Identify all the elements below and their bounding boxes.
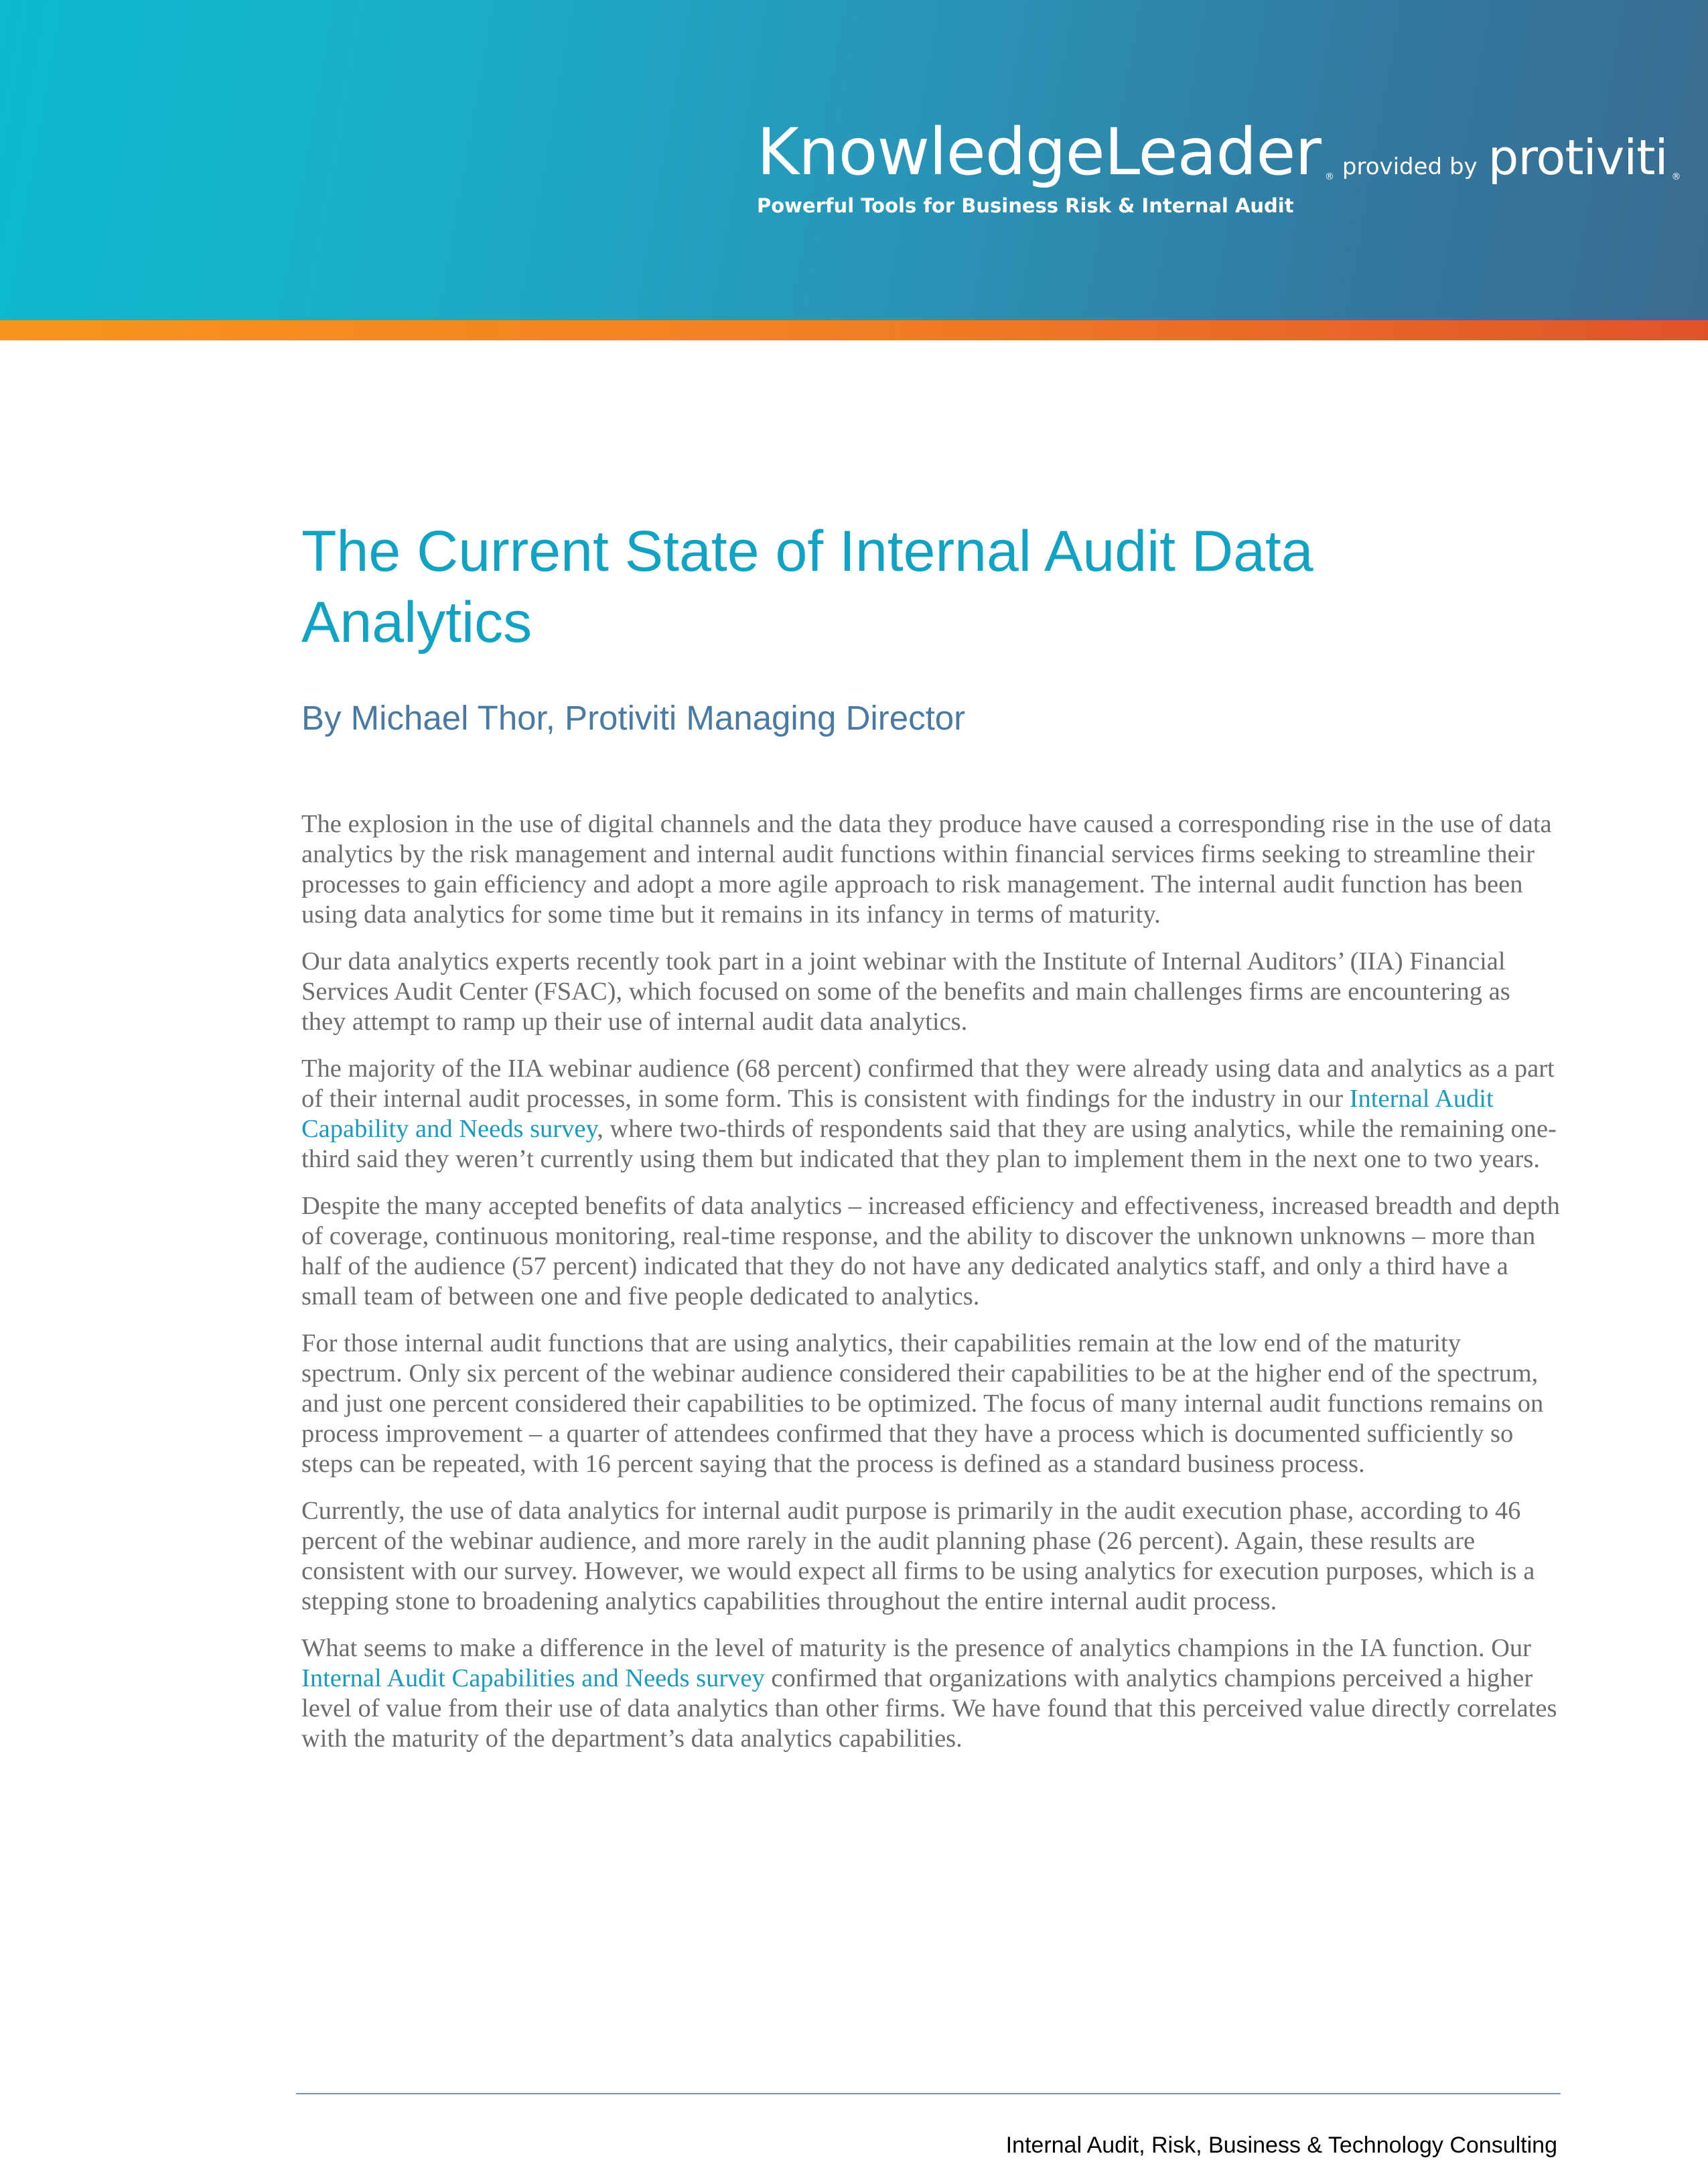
footer-tagline: Internal Audit, Risk, Business & Technology Consulting: [1005, 2132, 1557, 2158]
paragraph-text: What seems to make a difference in the level of maturity is the presence of analytics champions in the IA function. Our: [301, 1634, 1531, 1662]
paragraph: [301, 1054, 1561, 1174]
paragraph: The explosion in the use of digital channels and the data they produce have caused a corresponding rise in the use of data analytics by the risk management and internal audit functions within financial services firms seeking to streamline their processes to gain efficiency and adopt a more agile approach to risk management. The internal audit function has been using data analytics for some time but it remains in its infancy in terms of maturity.: [301, 810, 1552, 929]
partner-name: protiviti: [1488, 129, 1668, 186]
page-title: The Current State of Internal Audit Data Analytics: [301, 519, 1313, 655]
paragraph: Despite the many accepted benefits of data analytics – increased efficiency and effectiveness, increased breadth and depth of coverage, continuous monitoring, real-time response, and the ability to discover the unknown unknowns – more than half of the audience (57 percent) indicated that they do not have any dedicated analytics staff, and only a third have a small team of between one and five people dedicated to analytics.: [301, 1192, 1560, 1310]
paragraph-text: The majority of the IIA webinar audience (68 percent) confirmed that they were already using data and analytics as a part of their internal audit processes, in some form. This is consistent with findings for the industry in our: [301, 1055, 1555, 1113]
paragraph: Our data analytics experts recently took part in a joint webinar with the Institute of Internal Auditors’ (IIA) Financial Services Audit Center (FSAC), which focused on some of the benefits and main challenges firms are encountering as they attempt to ramp up their use of internal audit data analytics.: [301, 947, 1510, 1036]
survey-link[interactable]: Internal Audit Capability and Needs survey: [301, 1085, 1494, 1143]
brand-tagline: Powerful Tools for Business Risk & Internal Audit: [757, 194, 1294, 217]
brand-registered-mark: ®: [1324, 172, 1334, 182]
brand-lockup: [757, 115, 1681, 222]
brand-name: KnowledgeLeader: [757, 115, 1321, 190]
paragraph: [301, 1633, 1561, 1754]
header-accent-bar: [0, 320, 1708, 340]
paragraph: For those internal audit functions that are using analytics, their capabilities remain at the low end of the maturity spectrum. Only six percent of the webinar audience considered their capabilities to be at the higher end of the spectrum, and just one percent considered their capabilities to be optimized. The focus of many internal audit functions remains on process improvement – a quarter of attendees confirmed that they have a process which is documented sufficiently so steps can be repeated, with 16 percent saying that the process is defined as a standard business process.: [301, 1329, 1544, 1478]
partner-registered-mark: ®: [1671, 172, 1681, 182]
author-byline: By Michael Thor, Protiviti Managing Director: [301, 699, 966, 737]
paragraph-text: , where two-thirds of respondents said that they are using analytics, while the remaining one-third said they weren’t currently using them but indicated that they plan to implement them in the next one to two years.: [301, 1115, 1557, 1173]
survey-link[interactable]: Internal Audit Capabilities and Needs survey: [301, 1664, 765, 1692]
footer-divider: [296, 2093, 1561, 2094]
paragraph: Currently, the use of data analytics for internal audit purpose is primarily in the audit execution phase, according to 46 percent of the webinar audience, and more rarely in the audit planning phase (26 percent). Again, these results are consistent with our survey. However, we would expect all firms to be using analytics for execution purposes, which is a stepping stone to broadening analytics capabilities throughout the entire internal audit process.: [301, 1497, 1535, 1615]
article-body: [301, 809, 1561, 1771]
provided-by-label: provided by: [1342, 153, 1478, 180]
paragraph-text: confirmed that organizations with analytics champions perceived a higher level of value from their use of data analytics than other firms. We have found that this perceived value directly correlates with the maturity of the department’s data analytics capabilities.: [301, 1664, 1557, 1753]
header-banner: [0, 0, 1708, 320]
